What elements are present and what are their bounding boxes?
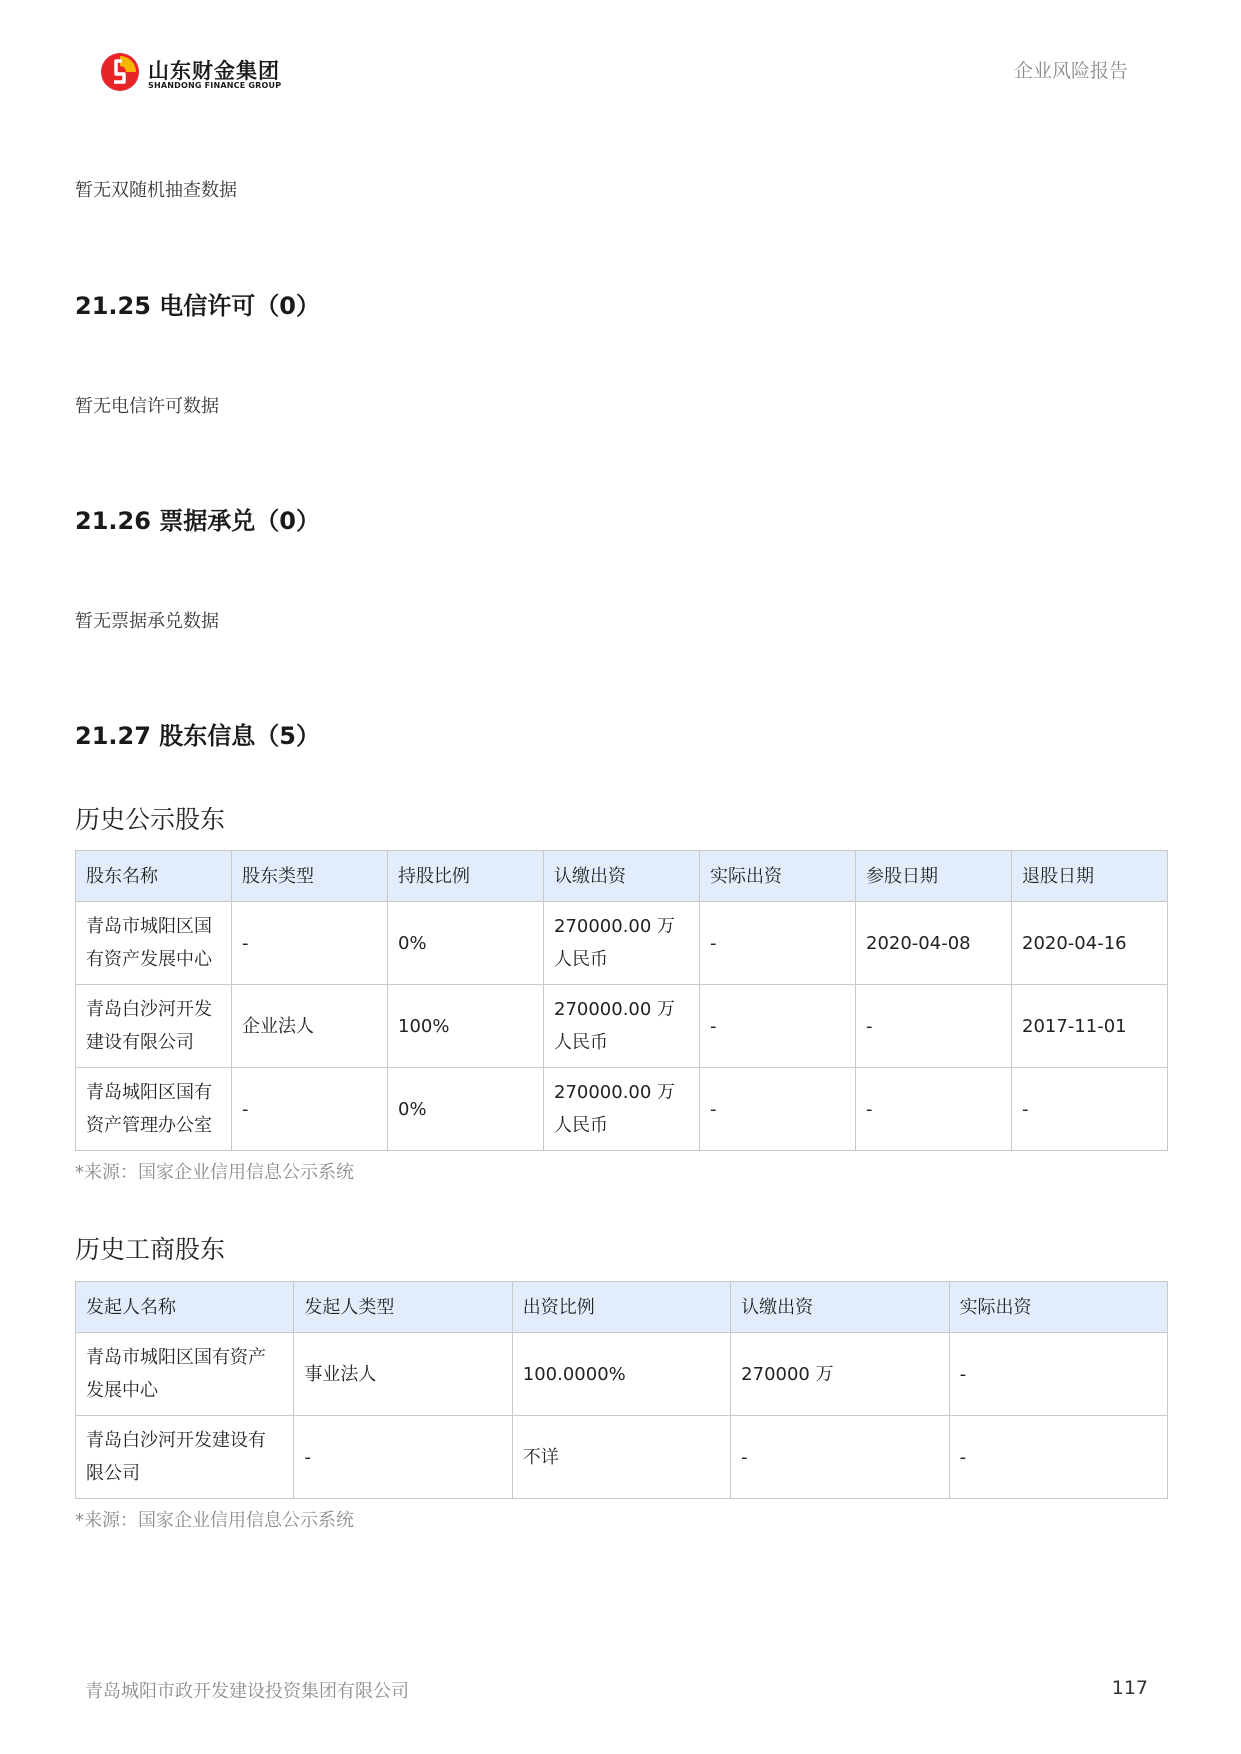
table-cell: - (294, 1416, 512, 1499)
footer-company-name: 青岛城阳市政开发建设投资集团有限公司 (85, 1681, 409, 1702)
table-header-row (76, 851, 1168, 902)
business-shareholders-table (75, 1281, 1168, 1499)
table-cell: 2017-11-01 (1012, 985, 1168, 1068)
report-type-label: 企业风险报告 (1013, 60, 1128, 82)
table-cell: - (700, 985, 856, 1068)
table-cell: - (232, 1068, 388, 1151)
public-shareholders-title: 历史公示股东 (75, 805, 226, 834)
column-header: 股东类型 (232, 851, 388, 902)
business-shareholders-source: *来源：国家企业信用信息公示系统 (75, 1510, 354, 1531)
column-header: 实际出资 (949, 1282, 1167, 1333)
section-title-shareholders: 21.27 股东信息（5） (75, 722, 320, 750)
page-number: 117 (1111, 1677, 1148, 1699)
table-cell: - (700, 902, 856, 985)
page-header (0, 0, 1241, 120)
business-shareholders-title: 历史工商股东 (75, 1235, 226, 1264)
table-cell: - (700, 1068, 856, 1151)
table-cell: 企业法人 (232, 985, 388, 1068)
table-cell: 青岛城阳区国有资产管理办公室 (76, 1068, 232, 1151)
column-header: 出资比例 (512, 1282, 730, 1333)
table-cell: 270000.00 万人民币 (544, 902, 700, 985)
column-header: 发起人名称 (76, 1282, 294, 1333)
table-row (76, 1333, 1168, 1416)
table-cell: 青岛白沙河开发建设有限公司 (76, 985, 232, 1068)
table-cell: 100.0000% (512, 1333, 730, 1416)
column-header: 持股比例 (388, 851, 544, 902)
section-title-telecom: 21.25 电信许可（0） (75, 292, 320, 320)
telecom-empty-note: 暂无电信许可数据 (75, 396, 219, 417)
table-cell: 青岛市城阳区国有资产发展中心 (76, 1333, 294, 1416)
bill-empty-note: 暂无票据承兑数据 (75, 611, 219, 632)
column-header: 发起人类型 (294, 1282, 512, 1333)
column-header: 参股日期 (856, 851, 1012, 902)
table-row (76, 902, 1168, 985)
table-row (76, 985, 1168, 1068)
company-logo (100, 50, 300, 100)
table-cell: - (1012, 1068, 1168, 1151)
table-row (76, 1068, 1168, 1151)
table-cell: 270000 万 (731, 1333, 949, 1416)
table-cell: 270000.00 万人民币 (544, 985, 700, 1068)
public-shareholders-source: *来源：国家企业信用信息公示系统 (75, 1162, 354, 1183)
random-check-empty-note: 暂无双随机抽查数据 (75, 180, 237, 201)
public-shareholders-table (75, 850, 1168, 1151)
column-header: 实际出资 (700, 851, 856, 902)
table-header-row (76, 1282, 1168, 1333)
column-header: 股东名称 (76, 851, 232, 902)
table-cell: - (949, 1416, 1167, 1499)
table-cell: 0% (388, 1068, 544, 1151)
table-cell: 2020-04-08 (856, 902, 1012, 985)
column-header: 认缴出资 (731, 1282, 949, 1333)
table-cell: - (856, 1068, 1012, 1151)
logo-text-cn: 山东财金集团 (148, 59, 280, 83)
table-cell: 0% (388, 902, 544, 985)
logo-text-en: SHANDONG FINANCE GROUP (148, 81, 282, 90)
table-cell: - (949, 1333, 1167, 1416)
table-cell: - (856, 985, 1012, 1068)
column-header: 退股日期 (1012, 851, 1168, 902)
table-cell: - (731, 1416, 949, 1499)
table-cell: 2020-04-16 (1012, 902, 1168, 985)
table-cell: 青岛白沙河开发建设有限公司 (76, 1416, 294, 1499)
table-cell: - (232, 902, 388, 985)
table-row (76, 1416, 1168, 1499)
shandong-finance-logo-icon (100, 52, 140, 92)
table-cell: 270000.00 万人民币 (544, 1068, 700, 1151)
table-cell: 100% (388, 985, 544, 1068)
table-cell: 青岛市城阳区国有资产发展中心 (76, 902, 232, 985)
table-cell: 不详 (512, 1416, 730, 1499)
section-title-bill: 21.26 票据承兑（0） (75, 507, 320, 535)
column-header: 认缴出资 (544, 851, 700, 902)
table-cell: 事业法人 (294, 1333, 512, 1416)
